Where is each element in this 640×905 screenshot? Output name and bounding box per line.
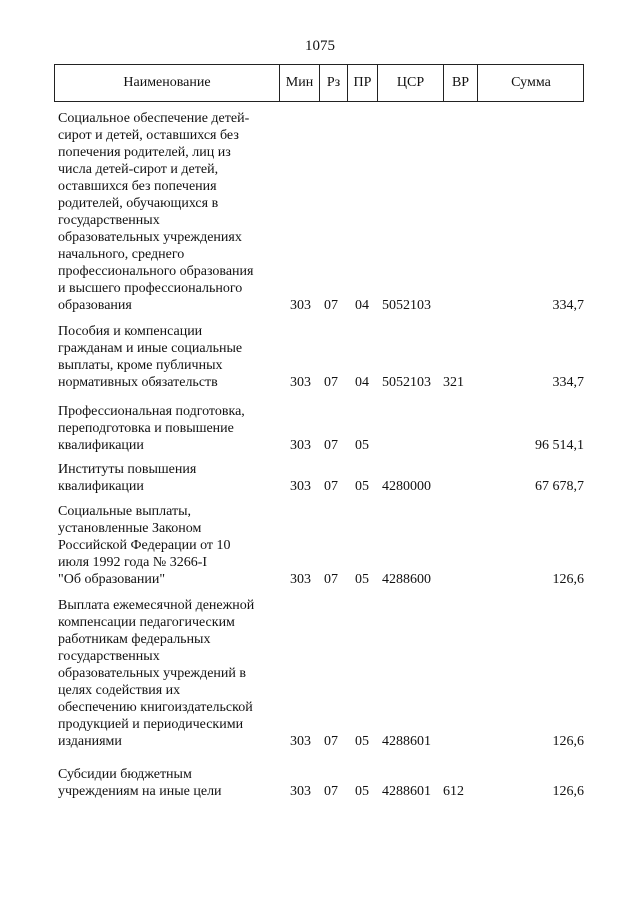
header-name: Наименование (123, 75, 211, 90)
row-name-line: Российской Федерации от 10 (58, 538, 231, 553)
row-name-line: Институты повышения (58, 462, 197, 477)
cell-min: 303 (290, 784, 311, 799)
row-name-line: Профессиональная подготовка, (58, 404, 245, 419)
cell-sum: 96 514,1 (535, 438, 584, 453)
row-name (58, 403, 274, 454)
cell-sum: 334,7 (552, 375, 584, 390)
row-name (58, 597, 274, 750)
table-header (54, 64, 584, 102)
cell-rz: 07 (324, 572, 338, 587)
cell-csr: 4288601 (382, 784, 431, 799)
row-name-line: июля 1992 года № 3266-I (58, 555, 208, 570)
header-vr: ВР (443, 65, 477, 101)
cell-sum: 67 678,7 (535, 479, 584, 494)
cell-rz: 07 (324, 784, 338, 799)
cell-sum: 126,6 (552, 572, 584, 587)
row-name-line: Выплата ежемесячной денежной (58, 598, 255, 613)
cell-pr: 05 (355, 734, 369, 749)
cell-sum: 126,6 (552, 784, 584, 799)
header-sum: Сумма (477, 65, 584, 101)
row-name-line: оставшихся без попечения (58, 179, 217, 194)
row-name-line: Социальные выплаты, (58, 504, 192, 519)
row-name-line: работникам федеральных (58, 632, 211, 647)
cell-min: 303 (290, 479, 311, 494)
cell-csr: 5052103 (382, 298, 431, 313)
cell-rz: 07 (324, 479, 338, 494)
row-name-line: начального, среднего (58, 247, 185, 262)
row-name-line: попечения родителей, лиц из (58, 145, 231, 160)
row-name-line: государственных (58, 649, 160, 664)
table-row (0, 597, 640, 750)
cell-pr: 05 (355, 572, 369, 587)
header-min: Мин (279, 65, 319, 101)
row-name-line: числа детей-сирот и детей, (58, 162, 219, 177)
row-name-line: Пособия и компенсации (58, 324, 203, 339)
cell-pr: 05 (355, 479, 369, 494)
row-name-line: компенсации педагогическим (58, 615, 235, 630)
cell-sum: 334,7 (552, 298, 584, 313)
cell-rz: 07 (324, 734, 338, 749)
cell-vr: 612 (443, 784, 464, 799)
cell-min: 303 (290, 734, 311, 749)
cell-pr: 04 (355, 298, 369, 313)
row-name-line: квалификации (58, 479, 144, 494)
row-name-line: государственных (58, 213, 160, 228)
header-rz: Рз (319, 65, 347, 101)
row-name-line: гражданам и иные социальные (58, 341, 243, 356)
row-name-line: переподготовка и повышение (58, 421, 234, 436)
row-name (58, 503, 274, 588)
row-name-line: нормативных обязательств (58, 375, 218, 390)
header-pr: ПР (347, 65, 377, 101)
cell-csr: 4288600 (382, 572, 431, 587)
row-name-line: Социальное обеспечение детей- (58, 111, 250, 126)
cell-min: 303 (290, 572, 311, 587)
cell-rz: 07 (324, 375, 338, 390)
row-name-line: сирот и детей, оставшихся без (58, 128, 239, 143)
row-name-line: Субсидии бюджетным (58, 767, 192, 782)
cell-rz: 07 (324, 438, 338, 453)
page-number: 1075 (305, 38, 335, 54)
row-name-line: профессионального образования (58, 264, 254, 279)
cell-csr: 4280000 (382, 479, 431, 494)
row-name (58, 323, 274, 391)
row-name-line: установленные Законом (58, 521, 202, 536)
cell-min: 303 (290, 438, 311, 453)
cell-rz: 07 (324, 298, 338, 313)
cell-vr: 321 (443, 375, 464, 390)
cell-min: 303 (290, 375, 311, 390)
cell-csr: 5052103 (382, 375, 431, 390)
table-row (0, 403, 640, 454)
row-name-line: образовательных учреждений в (58, 666, 247, 681)
row-name-line: квалификации (58, 438, 144, 453)
cell-pr: 05 (355, 784, 369, 799)
row-name-line: выплаты, кроме публичных (58, 358, 223, 373)
row-name-line: и высшего профессионального (58, 281, 243, 296)
row-name-line: изданиями (58, 734, 122, 749)
row-name-line: целях содействия их (58, 683, 181, 698)
cell-min: 303 (290, 298, 311, 313)
row-name-line: образовательных учреждениях (58, 230, 242, 245)
row-name-line: учреждениям на иные цели (58, 784, 222, 799)
table-row (0, 323, 640, 391)
table-row (0, 110, 640, 314)
table-row (0, 766, 640, 800)
cell-csr: 4288601 (382, 734, 431, 749)
row-name-line: "Об образовании" (58, 572, 166, 587)
row-name-line: обеспечению книгоиздательской (58, 700, 253, 715)
row-name-line: продукцией и периодическими (58, 717, 244, 732)
table-row (0, 461, 640, 495)
row-name-line: родителей, обучающихся в (58, 196, 219, 211)
table-row (0, 503, 640, 588)
header-csr: ЦСР (377, 65, 443, 101)
row-name-line: образования (58, 298, 132, 313)
row-name (58, 110, 274, 314)
cell-pr: 05 (355, 438, 369, 453)
cell-pr: 04 (355, 375, 369, 390)
row-name (58, 766, 274, 800)
cell-sum: 126,6 (552, 734, 584, 749)
row-name (58, 461, 274, 495)
